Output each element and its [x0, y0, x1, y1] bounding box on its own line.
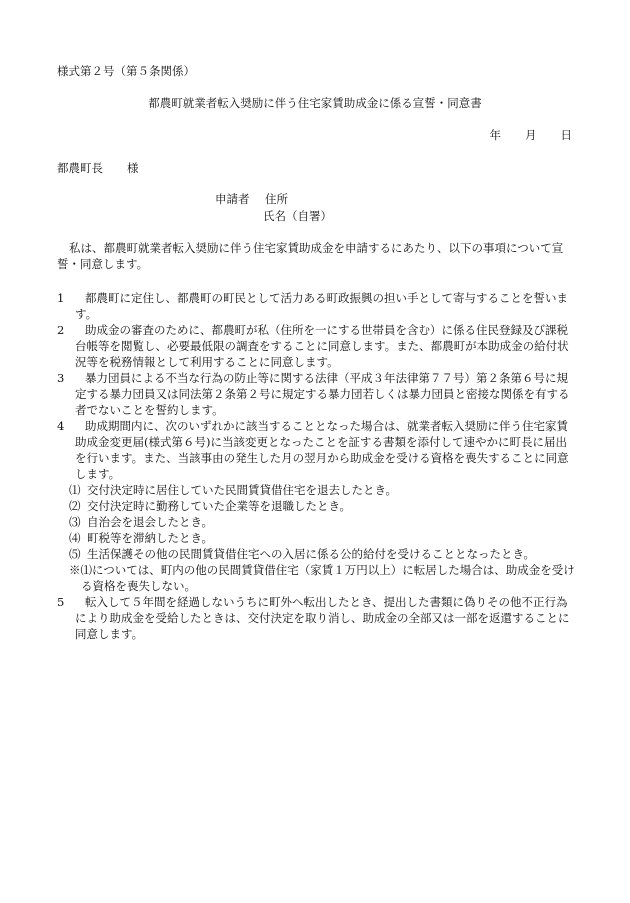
addressee [57, 160, 139, 176]
sub-item-number: ⑷ [69, 531, 81, 545]
intro-paragraph: 私は、都農町就業者転入奨励に伴う住宅家賃助成金を申請するにあたり、以下の事項について宣誓・同意します。 [57, 241, 564, 271]
sub-item-number: ⑵ [69, 499, 81, 513]
item-text: 都農町に定住し、都農町の町民として活力ある町政振興の担い手として寄与することを誓います。 [75, 291, 568, 321]
form-number: 様式第２号（第５条関係） [57, 64, 195, 78]
item-text: 助成金の審査のために、都農町が私（住所を一にする世帯員を含む）に係る住民登録及び課税台帳等を閲覧し、必要最低限の調査をすることに同意します。また、都農町が本助成金の給付状況等を税務情報として利用することに同意します。 [75, 323, 569, 369]
list-item [57, 594, 577, 642]
list-item [57, 418, 577, 482]
list-item [57, 370, 577, 418]
sub-item-text: 町税等を滞納したとき。 [87, 531, 214, 545]
item-number: 1 [57, 291, 65, 305]
item-number: 2 [57, 323, 65, 337]
sub-list-item [57, 530, 577, 546]
sub-item-number: ⑸ [69, 547, 81, 561]
item-text: 暴力団員による不当な行為の防止等に関する法律（平成３年法律第７７号）第２条第６号に規定する暴力団員又は同法第２条第２号に規定する暴力団若しくは暴力団員と密接な関係を有する者でないことを誓約します。 [75, 371, 570, 417]
sub-item-text: 交付決定時に居住していた民間賃貸借住宅を退去したとき。 [87, 483, 398, 497]
list-item [57, 322, 577, 370]
item-text: 助成期間内に、次のいずれかに該当することとなった場合は、就業者転入奨励に伴う住宅家賃助成金変更届(様式第６号)に当該変更となったことを証する書類を添付して速やかに町長に届出を行います。また、当該事由の発生した月の翌月から助成金を受ける資格を喪失することに同意します。 [75, 419, 569, 481]
item-number: 3 [57, 371, 65, 385]
sub-item-text: 交付決定時に勤務していた企業等を退職したとき。 [87, 499, 352, 513]
addressee-name: 都農町長 [57, 161, 103, 175]
sub-list-item [57, 482, 577, 498]
sub-item-number: ⑶ [69, 515, 81, 529]
signature-label: 氏名（自署） [263, 209, 332, 223]
sub-item-text: 自治会を退会したとき。 [87, 515, 214, 529]
declaration-list [57, 290, 577, 642]
address-label: 住所 [265, 192, 288, 206]
item-number: 5 [57, 595, 65, 609]
sub-item-number: ⑴ [69, 483, 81, 497]
date-month-label: 月 [525, 128, 537, 142]
item-number: 4 [57, 419, 65, 433]
date-day-label: 日 [560, 128, 572, 142]
list-item [57, 290, 577, 322]
sub-list-item [57, 546, 577, 562]
addressee-honorific: 様 [127, 161, 139, 175]
applicant-line [215, 191, 288, 207]
sub-list-item [57, 514, 577, 530]
sub-list-item [57, 498, 577, 514]
date-year-label: 年 [489, 128, 501, 142]
note-text: ※⑴については、町内の他の民間賃貸借住宅（家賃１万円以上）に転居した場合は、助成金を受ける資格を喪失しない。 [69, 563, 575, 593]
applicant-role: 申請者 [215, 192, 250, 206]
sub-item-text: 生活保護その他の民間賃貸借住宅への入居に係る公的給付を受けることとなったとき。 [87, 547, 536, 561]
item-text: 転入して５年間を経過しないうちに町外へ転出したとき、提出した書類に偽りその他不正行為により助成金を受給したときは、交付決定を取り消し、助成金の全部又は一部を返還することに同意します。 [75, 595, 570, 641]
document-title: 都農町就業者転入奨励に伴う住宅家賃助成金に係る宣誓・同意書 [148, 96, 482, 110]
date-line [490, 127, 573, 143]
